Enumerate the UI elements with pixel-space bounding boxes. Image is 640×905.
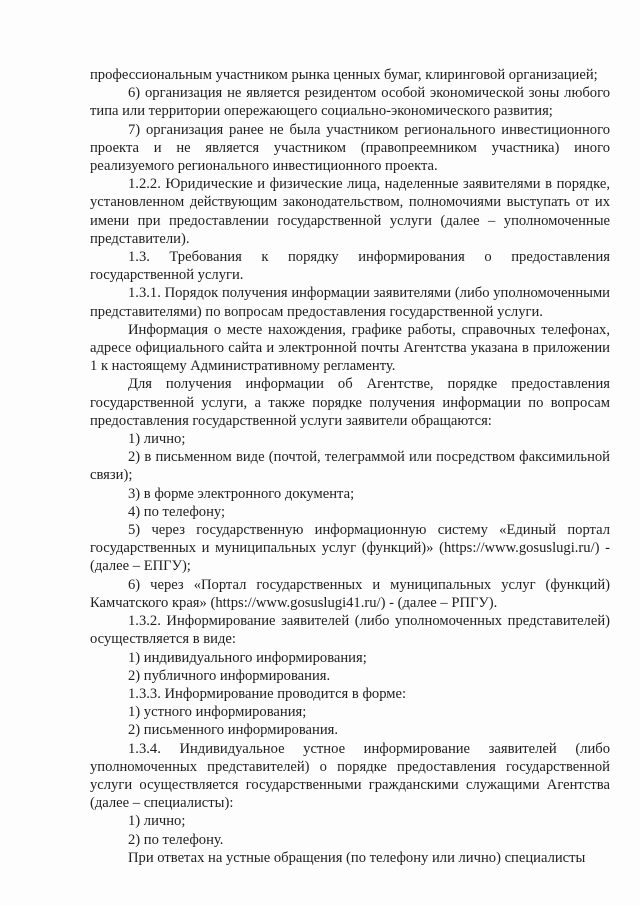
paragraph-info-location: Информация о месте нахождения, графике работы, справочных телефонах, адресе официального сайта и электронной почты Агентства указана в приложении 1 к настоящему Административному регламенту. (90, 321, 610, 375)
list-item-phone-2: 2) по телефону. (128, 831, 224, 848)
list-item-epgu: 5) через государственную информационную систему «Единый портал государственных и муниципальных услуг (функций)» (https://www.gosuslugi.ru/) - (далее – ЕПГУ); (90, 522, 610, 575)
list-item-public: 2) публичного информирования. (128, 667, 331, 684)
paragraph-oral-answers: При ответах на устные обращения (по телефону или лично) специалисты (128, 849, 586, 866)
list-item-oral: 1) устного информирования; (128, 704, 307, 721)
paragraph-item-7: 7) организация ранее не была участником регионального инвестиционного проекта и не является участником (правопреемником участника) иного реализуемого регионального инвестиционного проекта. (90, 121, 610, 175)
document-body (90, 66, 610, 867)
paragraph-1-3: 1.3. Требования к порядку информирования о предоставления государственной услуги. (90, 249, 610, 284)
list-item-electronic: 3) в форме электронного документа; (128, 485, 355, 502)
list-item-written: 2) в письменном виде (почтой, телеграммой или посредством факсимильной связи); (90, 449, 610, 484)
paragraph-continuation: профессиональным участником рынка ценных бумаг, клиринговой организацией; (90, 67, 598, 83)
list-item-rpgu: 6) через «Портал государственных и муниципальных услуг (функций) Камчатского края» (https://www.gosuslugi41.ru/) - (далее – РПГУ). (90, 576, 610, 611)
paragraph-1-3-4: 1.3.4. Индивидуальное устное информирование заявителей (либо уполномоченных представителей) о порядке предоставления государственной услуги осуществляется государственными гражданскими служащими Агентства (далее – специалисты): (90, 740, 610, 812)
list-item-phone: 4) по телефону; (128, 503, 226, 520)
paragraph-item-6: 6) организация не является резидентом особой экономической зоны любого типа или территории опережающего социально-экономического развития; (90, 85, 610, 120)
list-item-written-info: 2) письменного информирования. (128, 722, 338, 739)
paragraph-1-3-1: 1.3.1. Порядок получения информации заявителями (либо уполномоченными представителями) по вопросам предоставления государственной услуги. (90, 285, 610, 320)
paragraph-1-3-2: 1.3.2. Информирование заявителей (либо уполномоченных представителей) осуществляется в виде: (90, 613, 610, 648)
list-item-in-person: 1) лично; (128, 431, 186, 448)
paragraph-1-2-2: 1.2.2. Юридические и физические лица, наделенные заявителями в порядке, установленном действующим законодательством, полномочиями выступать от их имени при предоставлении государственной услуги (далее – уполномоченные представители). (90, 176, 610, 247)
list-item-in-person-2: 1) лично; (128, 813, 186, 830)
paragraph-1-3-3: 1.3.3. Информирование проводится в форме: (128, 685, 407, 702)
paragraph-info-request: Для получения информации об Агентстве, порядке предоставления государственной услуги, а также порядке получения информации по вопросам предоставления государственной услуги заявители обращаются: (90, 376, 610, 429)
list-item-individual: 1) индивидуального информирования; (128, 649, 367, 666)
